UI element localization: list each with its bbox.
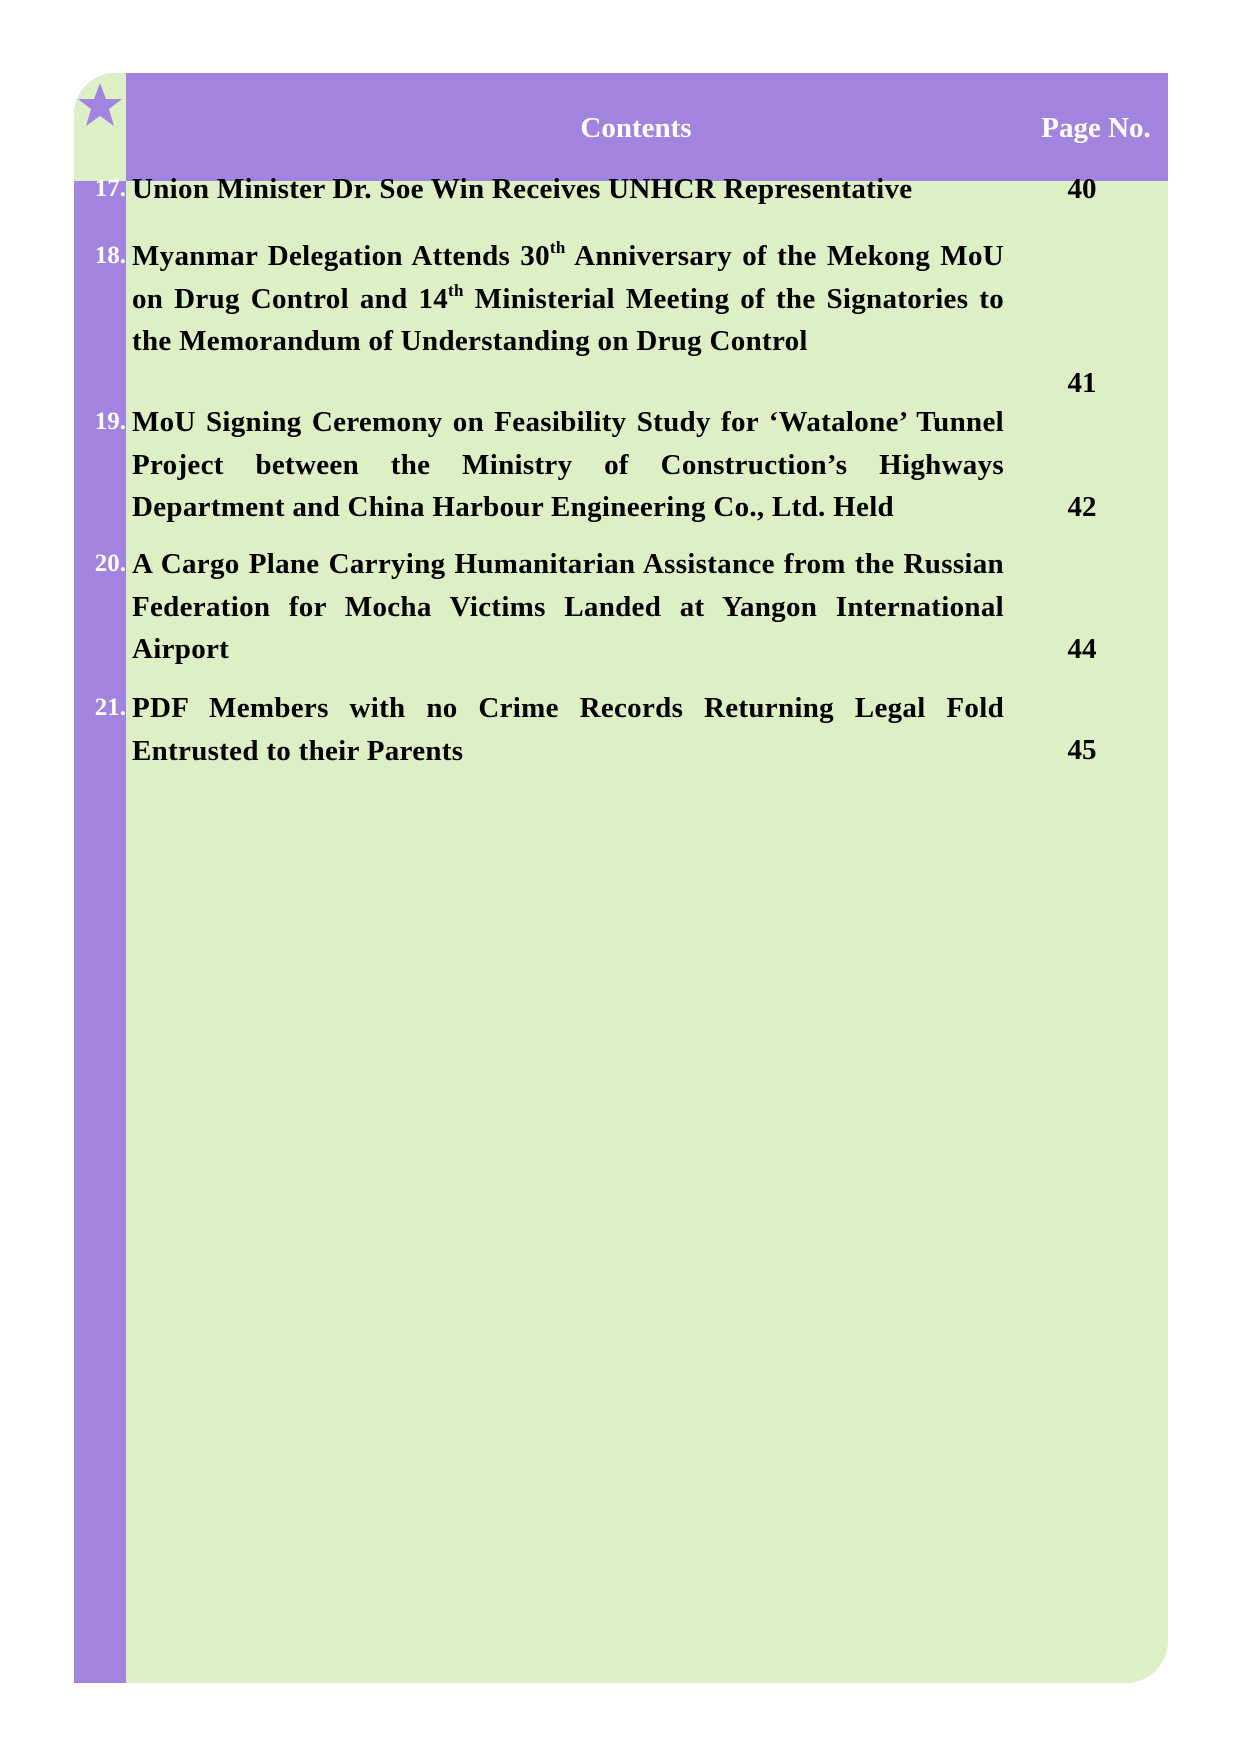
entry-title [132, 401, 1004, 529]
entry-title [132, 235, 1004, 363]
entry-title [132, 543, 1004, 671]
entry-title-text: MoU Signing Ceremony on Feasibility Study for ‘Watalone’ Tunnel Project between the Ministry of Construction’s Highways Department and China Harbour Engineering Co., Ltd. Held [132, 406, 1004, 523]
entry-page-number: 44 [1067, 633, 1097, 665]
entry-page-number: 42 [1067, 491, 1097, 523]
page-number-heading: Page No. [1041, 112, 1151, 144]
entry-title-text: Ministerial Meeting of the Signatories to the Memorandum of Understanding on Drug Control [132, 282, 1004, 357]
entry-title-text: Myanmar Delegation Attends 30 [132, 240, 550, 272]
entry-page-number: 40 [1067, 173, 1097, 205]
entry-title [132, 168, 1004, 211]
entry-number: 17. [94, 175, 126, 202]
side-strip [74, 73, 126, 1683]
ordinal-suffix: th [549, 238, 566, 257]
star-icon [76, 81, 124, 129]
entry-title [132, 687, 1004, 772]
entry-number: 20. [94, 550, 126, 577]
star-corner [74, 73, 126, 181]
entry-number: 19. [94, 408, 126, 435]
entry-title-text: Anniversary of the Mekong MoU on Drug Control and 14 [132, 240, 1004, 315]
entry-title-text: A Cargo Plane Carrying Humanitarian Assistance from the Russian Federation for Mocha Victims Landed at Yangon International Airport [132, 548, 1004, 665]
entry-page-number: 45 [1067, 734, 1097, 766]
entry-number: 21. [94, 694, 126, 721]
entry-title-text: PDF Members with no Crime Records Returning Legal Fold Entrusted to their Parents [132, 692, 1004, 767]
contents-title: Contents [580, 112, 692, 144]
entry-title-text: Union Minister Dr. Soe Win Receives UNHCR Representative [132, 173, 913, 205]
entry-number: 18. [94, 242, 126, 269]
ordinal-suffix: th [448, 280, 464, 300]
contents-panel [74, 73, 1168, 1683]
entry-page-number: 41 [1067, 367, 1097, 399]
